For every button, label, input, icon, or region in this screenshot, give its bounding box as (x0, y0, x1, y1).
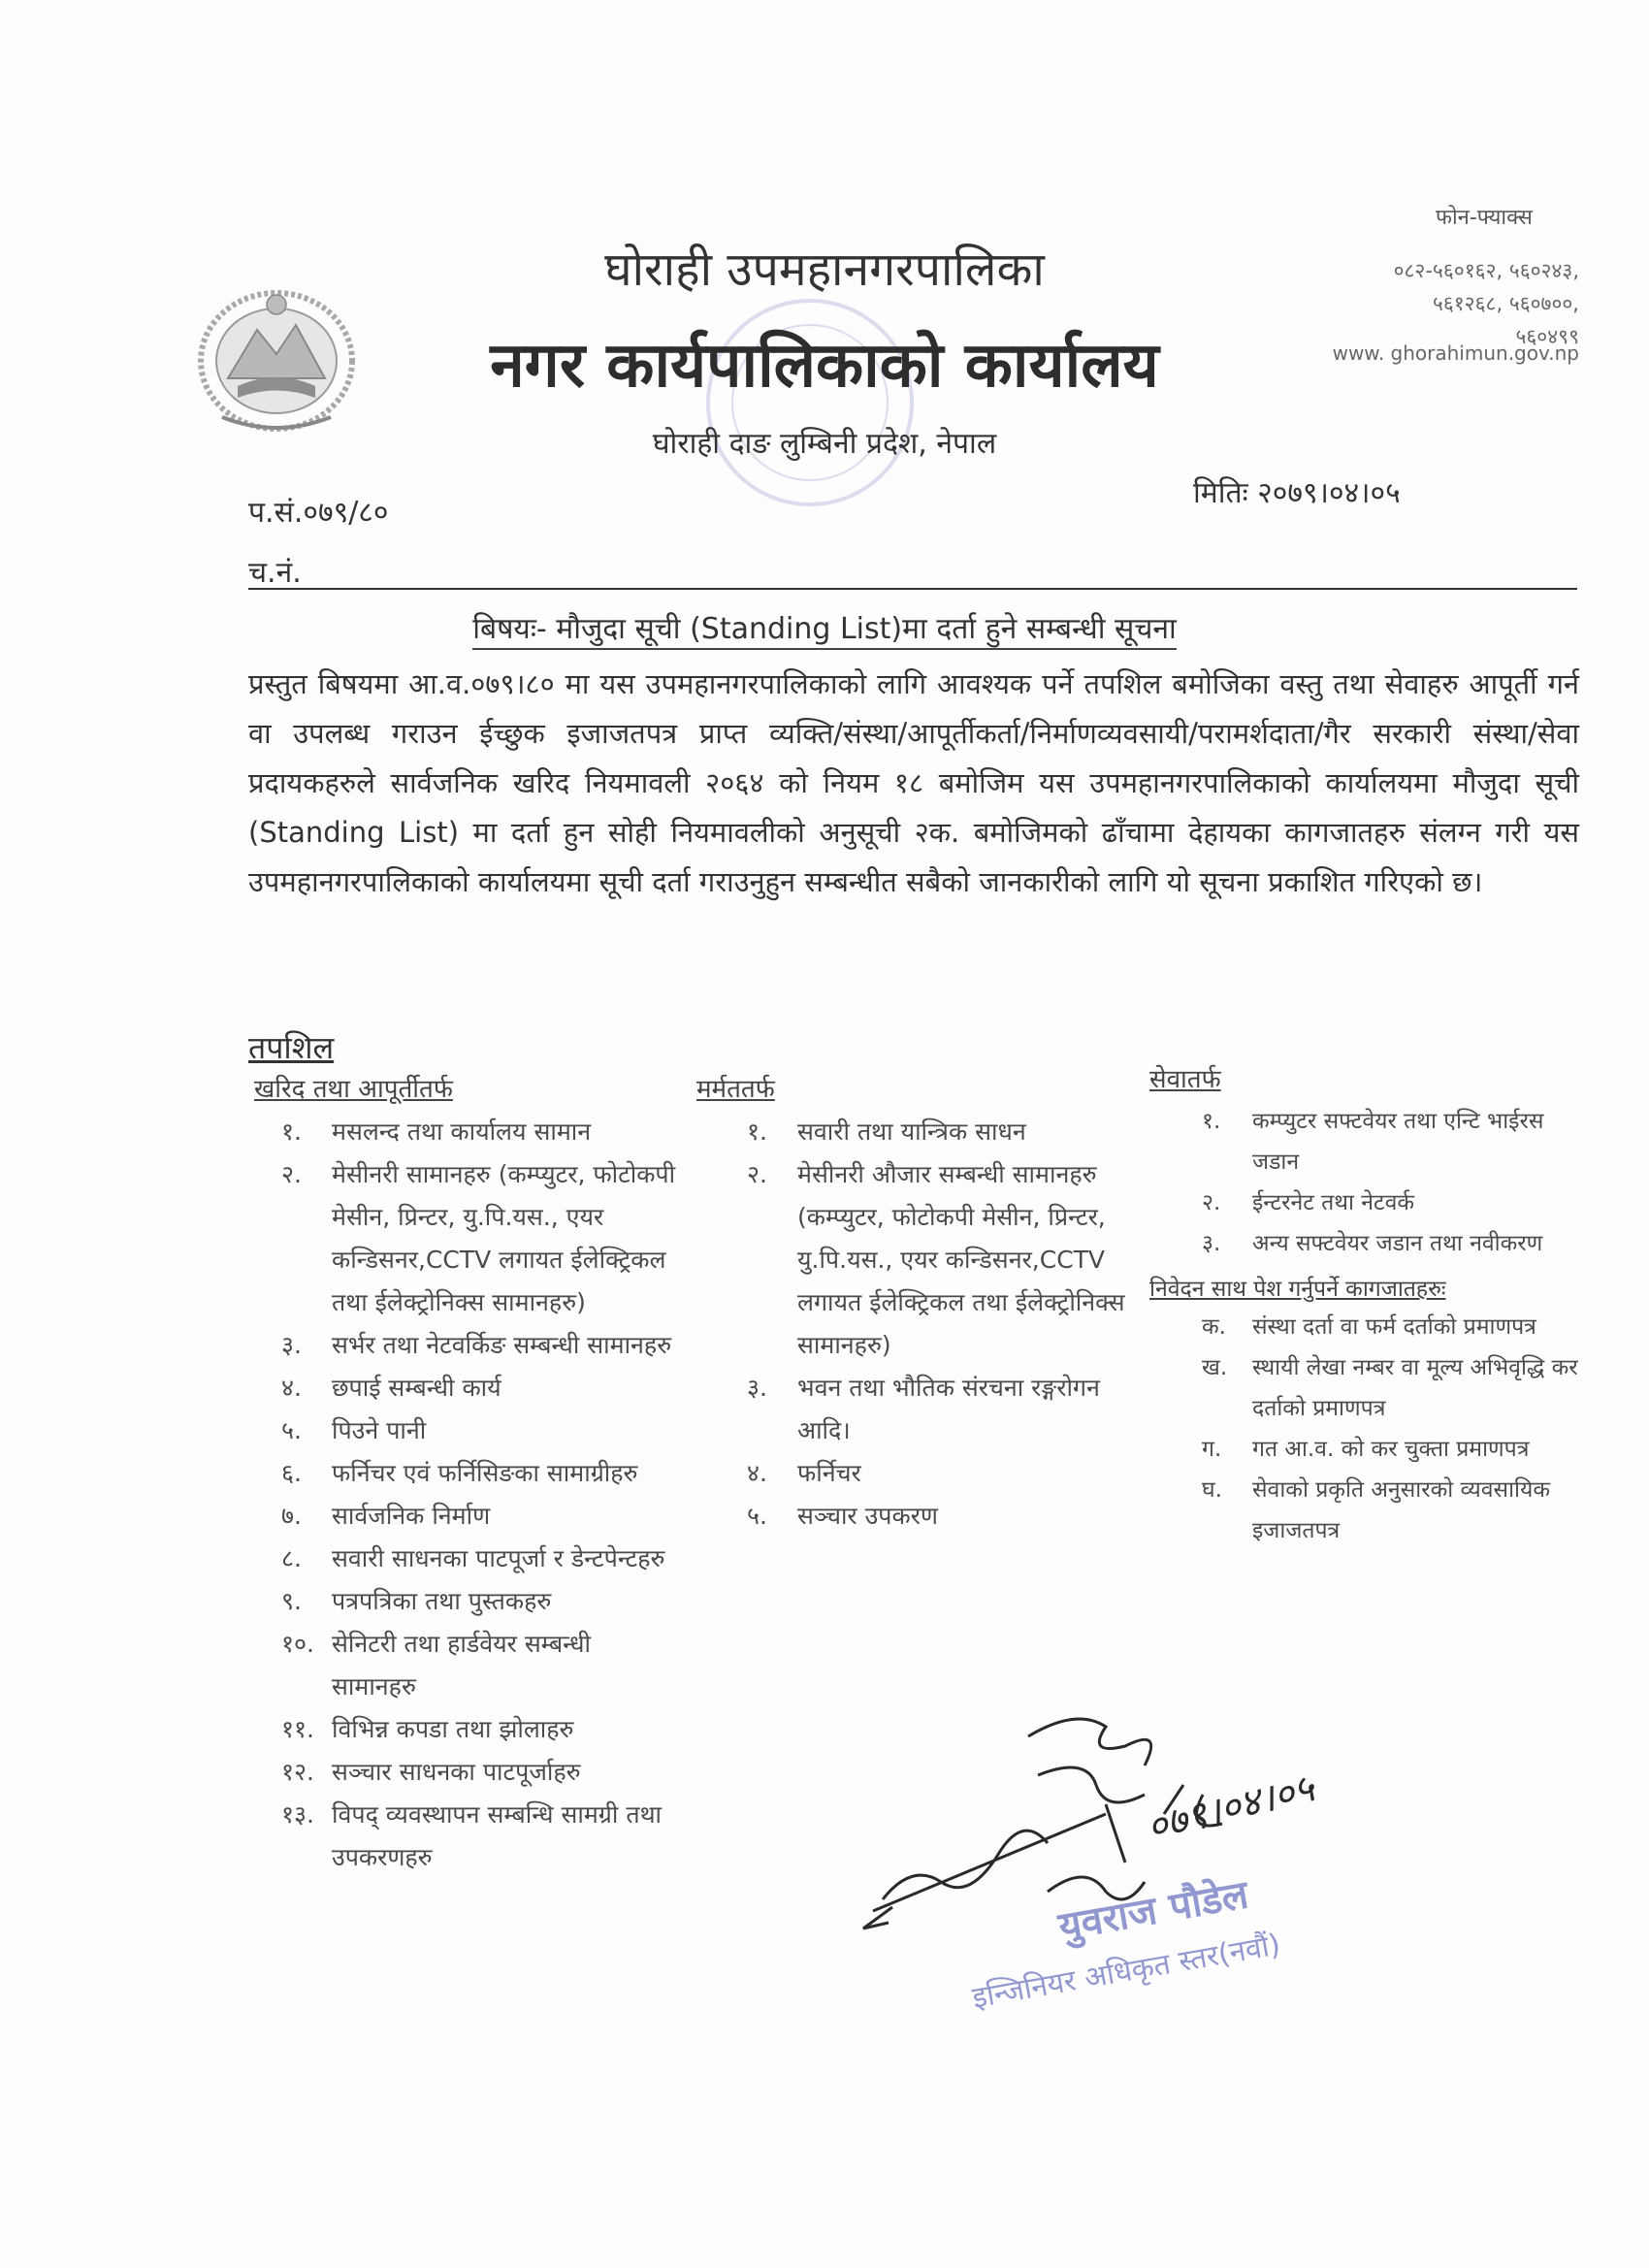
list-item (281, 1111, 681, 1153)
list-item-number: ११. (281, 1715, 314, 1743)
list-item-text: पत्रपत्रिका तथा पुस्तकहरु (332, 1587, 552, 1615)
phone-numbers (1394, 254, 1579, 353)
list-item-number: ९. (281, 1587, 302, 1615)
list-item (747, 1367, 1152, 1452)
list-item-text: पिउने पानी (332, 1416, 427, 1444)
list-item-text: सवारी तथा यान्त्रिक साधन (797, 1118, 1026, 1146)
list-item-text: विभिन्न कपडा तथा झोलाहरु (332, 1715, 574, 1743)
website-link[interactable]: www. ghorahimun.gov.np (1332, 341, 1579, 365)
subject-line (0, 607, 1649, 647)
phone-fax-label: फोन-फ्याक्स (1436, 206, 1533, 230)
list-item-text: भवन तथा भौतिक संरचना रङ्गरोगन आदि। (797, 1374, 1100, 1444)
list-item-number: १. (747, 1118, 767, 1146)
list-item-text: विपद् व्यवस्थापन सम्बन्धि सामग्री तथा उपकरणहरु (332, 1800, 663, 1871)
list-item (281, 1538, 681, 1580)
details-heading: तपशिल (248, 1029, 335, 1066)
list-item-text: मेसीनरी औजार सम्बन्धी सामानहरु (कम्प्युटर, फोटोकपी मेसीन, प्रिन्टर, यु.पि.यस., एयर कन्डिसनर,CCTV लगायत ईलेक्ट्रिकल तथा ईलेक्ट्रोनिक्स सामानहरु) (797, 1160, 1125, 1359)
list-item-text: अन्य सफ्टवेयर जडान तथा नवीकरण (1252, 1231, 1543, 1256)
list-item-number: १. (281, 1118, 302, 1146)
list-item-number: ५. (281, 1416, 302, 1444)
list-item-text: सेवाको प्रकृति अनुसारको व्यवसायिक इजाजतपत्र (1252, 1477, 1550, 1543)
list-item-number: ४. (747, 1459, 767, 1487)
dispatch-number: च.नं. (248, 556, 302, 590)
phone-line: ५६१२६८, ५६०७००, (1432, 292, 1579, 315)
list-item (281, 1794, 681, 1879)
list-item-number: ४. (281, 1374, 302, 1402)
list-item (281, 1708, 681, 1751)
list-item-number: १. (1202, 1109, 1221, 1134)
list-item (1202, 1429, 1586, 1470)
list-item (281, 1495, 681, 1538)
header-divider (248, 588, 1577, 590)
list-item-number: २. (281, 1160, 302, 1188)
list-item-text: सञ्चार उपकरण (797, 1502, 938, 1530)
list-item-text: मेसीनरी सामानहरु (कम्प्युटर, फोटोकपी मेसीन, प्रिन्टर, यु.पि.यस., एयर कन्डिसनर,CCTV लगायत ईलेक्ट्रिकल तथा ईलेक्ट्रोनिक्स सामानहरु) (332, 1160, 676, 1316)
list-item (281, 1751, 681, 1794)
list-item-number: २. (747, 1160, 767, 1188)
list-item-number: ३. (281, 1331, 302, 1359)
list-item (1202, 1347, 1586, 1429)
notice-date: मितिः २०७९।०४।०५ (1193, 476, 1401, 510)
list-item-number: ५. (747, 1502, 767, 1530)
list-item (747, 1495, 1152, 1538)
list-item-number: ८. (281, 1544, 302, 1572)
list-item-number: ख. (1202, 1355, 1228, 1380)
list-item (281, 1452, 681, 1495)
list-item-number: क. (1202, 1314, 1226, 1340)
list-item (281, 1367, 681, 1409)
list-item-number: २. (1202, 1190, 1221, 1215)
purchase-heading: खरिद तथा आपूर्तीतर्फ (254, 1075, 453, 1104)
subject-text: बिषयः- मौजुदा सूची (Standing List)मा दर्ता हुने सम्बन्धी सूचना (472, 612, 1177, 650)
list-item-number: १०. (281, 1630, 314, 1658)
purchase-list (254, 1111, 681, 1879)
repair-list (696, 1111, 1152, 1538)
list-item-text: सर्भर तथा नेटवर्किङ सम्बन्धी सामानहरु (332, 1331, 672, 1359)
phone-line: ५६०४९९ (1515, 325, 1579, 348)
list-item (281, 1623, 681, 1708)
stamp-designation: इन्जिनियर अधिकृत स्तर(नवौं) (969, 1928, 1283, 2016)
list-item-text: कम्प्युटर सफ्टवेयर तथा एन्टि भाईरस जडान (1252, 1109, 1544, 1175)
org-address: घोराही दाङ लुम्बिनी प्रदेश, नेपाल (652, 427, 997, 461)
list-item-text: मसलन्द तथा कार्यालय सामान (332, 1118, 592, 1146)
service-heading: सेवातर्फ (1149, 1065, 1221, 1094)
list-item-text: सञ्चार साधनका पाटपूर्जाहरु (332, 1758, 581, 1786)
notice-body: प्रस्तुत बिषयमा आ.व.०७९।८० मा यस उपमहानगरपालिकाको लागि आवश्यक पर्ने तपशिल बमोजिका वस्तु तथा सेवाहरु आपूर्ती गर्न वा उपलब्ध गराउन ईच्छुक इजाजतपत्र प्राप्त व्यक्ति/संस्था/आपूर्तीकर्ता/निर्माणव्यवसायी/परामर्शदाता/गैर सरकारी संस्था/सेवा प्रदायकहरुले सार्वजनिक खरिद नियमावली २०६४ को नियम १८ बमोजिम यस उपमहानगरपालिकाको कार्यालयमा मौजुदा सूची (Standing List) मा दर्ता हुन सोही नियमावलीको अनुसूची २क. बमोजिमको ढाँचामा देहायका कागजातहरु संलग्न गरी यस उपमहानगरपालिकाको कार्यालयमा सूची दर्ता गराउनुहुन सम्बन्धीत सबैको जानकारीको लागि यो सूचना प्रकाशित गरिएको छ। (248, 667, 1579, 898)
stamp-name: युवराज पौडेल (1054, 1872, 1252, 1950)
list-item (1202, 1470, 1586, 1551)
list-item (747, 1452, 1152, 1495)
list-item-text: स्थायी लेखा नम्बर वा मूल्य अभिवृद्धि कर दर्ताको प्रमाणपत्र (1252, 1355, 1578, 1421)
list-item (1202, 1307, 1586, 1347)
service-column (1149, 1060, 1586, 1551)
list-item-number: १३. (281, 1800, 314, 1829)
list-item (1202, 1223, 1586, 1264)
documents-heading: निवेदन साथ पेश गर्नुपर्ने कागजातहरुः (1149, 1277, 1446, 1302)
service-list (1149, 1101, 1586, 1264)
org-name-line1: घोराही उपमहानगरपालिका (604, 243, 1045, 297)
org-name-line2: नगर कार्यपालिकाको कार्यालय (490, 330, 1159, 402)
list-item-text: गत आ.व. को कर चुक्ता प्रमाणपत्र (1252, 1437, 1530, 1462)
list-item (281, 1324, 681, 1367)
repair-column (696, 1070, 1152, 1538)
list-item (281, 1153, 681, 1324)
handwritten-date: ०७९।०४।०५ (1142, 1766, 1319, 1851)
list-item-number: घ. (1202, 1477, 1222, 1503)
list-item-number: ६. (281, 1459, 302, 1487)
list-item-text: ईन्टरनेट तथा नेटवर्क (1252, 1190, 1415, 1215)
documents-list (1149, 1307, 1586, 1551)
list-item-number: ३. (747, 1374, 767, 1402)
purchase-column (254, 1070, 681, 1879)
reference-number: प.सं.०७९/८० (248, 496, 389, 530)
list-item-number: ग. (1202, 1437, 1222, 1462)
list-item-text: फर्निचर (797, 1459, 861, 1487)
list-item-number: १२. (281, 1758, 314, 1786)
list-item-number: ३. (1202, 1231, 1221, 1256)
list-item (747, 1111, 1152, 1153)
list-item-text: सवारी साधनका पाटपूर्जा र डेन्टपेन्टहरु (332, 1544, 665, 1572)
list-item-text: सेनिटरी तथा हार्डवेयर सम्बन्धी सामानहरु (332, 1630, 591, 1701)
list-item-text: छपाई सम्बन्धी कार्य (332, 1374, 501, 1402)
list-item (1202, 1101, 1586, 1183)
list-item-text: संस्था दर्ता वा फर्म दर्ताको प्रमाणपत्र (1252, 1314, 1536, 1340)
list-item (281, 1580, 681, 1623)
list-item-text: सार्वजनिक निर्माण (332, 1502, 491, 1530)
list-item (1202, 1183, 1586, 1223)
phone-line: ०८२-५६०१६२, ५६०२४३, (1393, 259, 1579, 282)
list-item-text: फर्निचर एवं फर्निसिङका सामाग्रीहरु (332, 1459, 638, 1487)
list-item (281, 1409, 681, 1452)
list-item-number: ७. (281, 1502, 302, 1530)
list-item (747, 1153, 1152, 1367)
repair-heading: मर्मततर्फ (696, 1075, 775, 1104)
